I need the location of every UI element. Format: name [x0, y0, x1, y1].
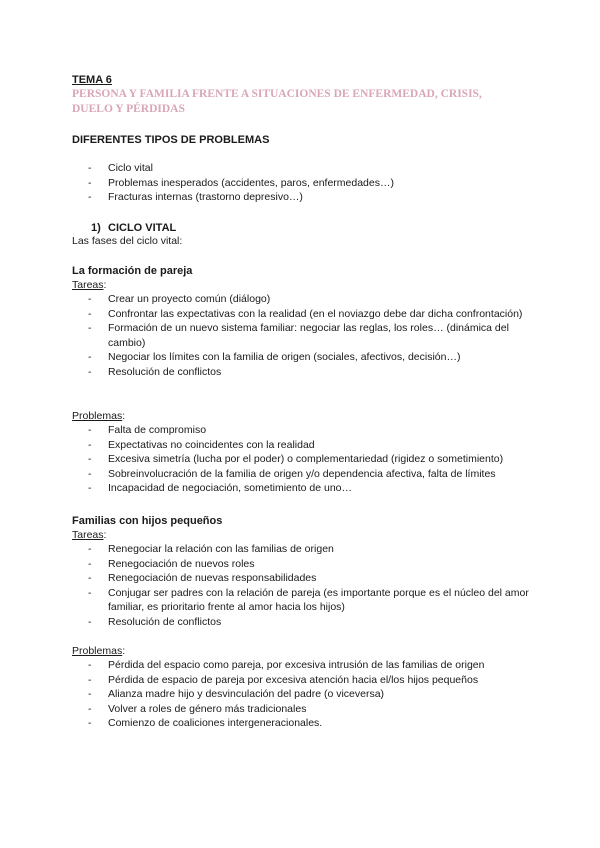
tipos-list: [88, 161, 538, 205]
list-item: - Fracturas internas (trastorno depresivo…): [88, 191, 303, 203]
list-item: - Confrontar las expectativas con la realidad (en el noviazgo debe dar dicha confrontación): [88, 307, 523, 320]
list-item: - Resolución de conflictos: [88, 615, 222, 628]
list-item: - Problemas inesperados (accidentes, paros, enfermedades…): [88, 176, 394, 189]
ciclo-heading: CICLO VITAL: [108, 222, 177, 234]
list-item: - Alianza madre hijo y desvinculación del padre (o viceversa): [88, 688, 385, 700]
list-item: - Expectativas no coincidentes con la realidad: [88, 438, 315, 451]
hijos-problemas-label: Problemas:: [72, 645, 126, 657]
list-item: - Negociar los límites con la familia de origen (sociales, afectivos, decisión…): [88, 351, 461, 363]
list-item: - Comienzo de coaliciones intergeneracionales.: [88, 717, 323, 729]
list-item: - Excesiva simetría (lucha por el poder) o complementariedad (rigidez o sometimiento): [88, 453, 504, 465]
list-item: - Ciclo vital: [88, 162, 153, 174]
tipos-heading: DIFERENTES TIPOS DE PROBLEMAS: [72, 134, 270, 146]
list-item: - Renegociación de nuevas responsabilidades: [88, 572, 317, 584]
list-item: - Pérdida del espacio como pareja, por excesiva intrusión de las familias de origen: [88, 659, 485, 671]
ciclo-number: 1): [91, 222, 101, 234]
tema-title: TEMA 6: [72, 74, 112, 86]
list-item: - Resolución de conflictos: [88, 365, 222, 378]
hijos-problemas-list: [88, 658, 538, 731]
pareja-problemas-label: Problemas:: [72, 410, 126, 422]
ciclo-intro: Las fases del ciclo vital:: [72, 235, 183, 247]
list-item: - Incapacidad de negociación, sometimiento de uno…: [88, 482, 352, 494]
list-item: - Sobreinvolucración de la familia de origen y/o dependencia afectiva, falta de límites: [88, 467, 496, 480]
list-item: - Renegociación de nuevos roles: [88, 557, 255, 570]
hijos-heading: Familias con hijos pequeños: [72, 515, 223, 527]
list-item: - Renegociar la relación con las familias de origen: [88, 543, 334, 555]
list-item: - Formación de un nuevo sistema familiar: negociar las reglas, los roles… (dinámica del cambio): [88, 322, 509, 349]
tema-subtitle: PERSONA Y FAMILIA FRENTE A SITUACIONES DE ENFERMEDAD, CRISIS, DUELO Y PÉRDIDAS: [72, 88, 482, 115]
list-item: - Pérdida de espacio de pareja por excesiva atención hacia el/los hijos pequeños: [88, 673, 479, 686]
pareja-tareas-label: Tareas:: [72, 279, 107, 291]
pareja-heading: La formación de pareja: [72, 265, 193, 277]
hijos-tareas-label: Tareas:: [72, 529, 107, 541]
list-item: - Conjugar ser padres con la relación de pareja (es importante porque es el núcleo del amor familiar, es prioritario frente al amor hacia los hijos): [88, 586, 529, 613]
pareja-tareas-list: [88, 292, 538, 379]
hijos-tareas-list: [88, 542, 538, 629]
pareja-problemas-list: [88, 423, 538, 496]
list-item: - Crear un proyecto común (diálogo): [88, 293, 271, 305]
list-item: - Volver a roles de género más tradicionales: [88, 702, 307, 715]
list-item: - Falta de compromiso: [88, 424, 207, 436]
